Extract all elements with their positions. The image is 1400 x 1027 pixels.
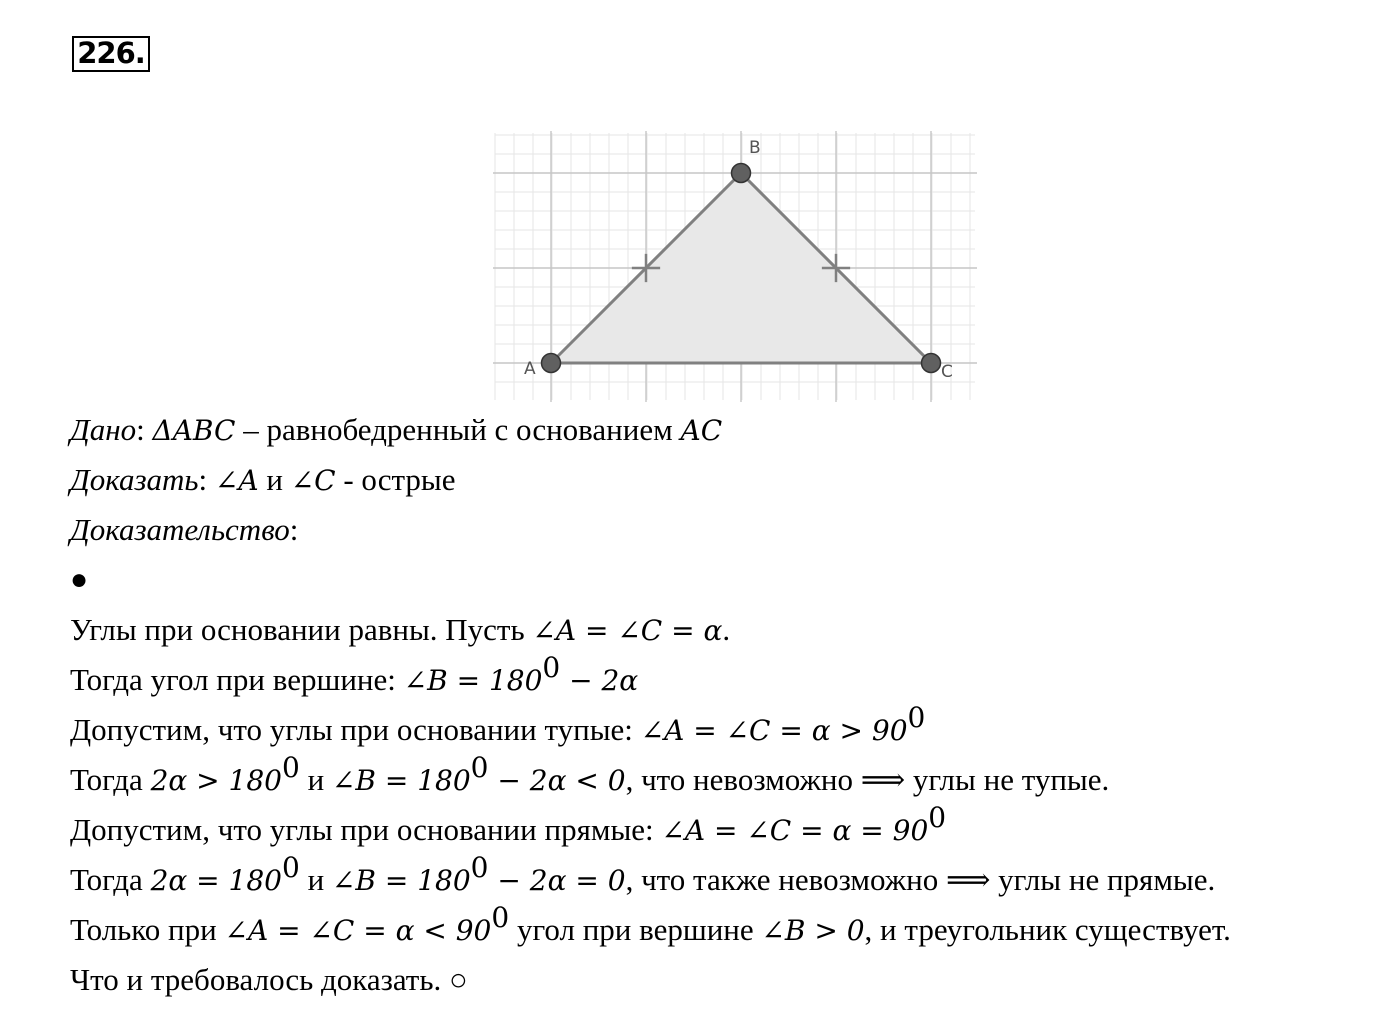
math-expression: ∠A = ∠C = α > 90 [640, 714, 908, 747]
given-colon: : [136, 412, 145, 447]
proof-text: Только при [70, 912, 225, 947]
proof-line [70, 900, 1231, 951]
proof-text: , что также невозможно ⟹ углы не прямые. [625, 862, 1216, 897]
degree-superscript: 0 [282, 750, 300, 784]
proof-line [70, 750, 1110, 801]
given-line [70, 410, 722, 451]
prove-angle-c: ∠C [290, 464, 336, 497]
degree-superscript: 0 [542, 650, 561, 684]
degree-superscript: 0 [907, 700, 926, 734]
prove-angle-a: ∠A [214, 464, 259, 497]
problem-number: 226. [72, 36, 150, 72]
proof-text: и [299, 762, 332, 797]
proof-line [70, 960, 468, 1000]
degree-superscript: 0 [491, 900, 510, 934]
math-expression: ∠B = 180 [331, 764, 471, 797]
point-c [922, 354, 941, 373]
point-b [732, 164, 751, 183]
math-expression: 2α > 180 [150, 764, 282, 797]
given-label: Дано [70, 412, 137, 447]
proof-colon: : [289, 512, 299, 547]
proof-line [70, 850, 1216, 901]
degree-superscript: 0 [928, 800, 947, 834]
point-a [542, 354, 561, 373]
proof-text: . [722, 612, 731, 647]
proof-label: Доказательство [70, 512, 290, 547]
math-expression: − 2α [560, 664, 639, 697]
point-label-a: A [524, 359, 536, 379]
proof-text: , что невозможно ⟹ углы не тупые. [625, 762, 1110, 797]
math-expression: ∠B > 0 [761, 914, 865, 947]
prove-and: и [258, 462, 291, 497]
degree-superscript: 0 [470, 750, 489, 784]
degree-superscript: 0 [470, 850, 489, 884]
proof-text: Углы при основании равны. Пусть [70, 612, 533, 647]
proof-line [70, 800, 947, 851]
math-expression: ∠B = 180 [403, 664, 543, 697]
proof-heading [70, 510, 298, 550]
degree-superscript: 0 [282, 850, 300, 884]
given-triangle: ΔABC [152, 414, 236, 447]
proof-text: Тогда угол при вершине: [70, 662, 404, 697]
end-of-proof-mark: ○ [449, 962, 468, 997]
prove-colon: : [198, 462, 208, 497]
given-base: AC [680, 414, 723, 447]
proof-text: Допустим, что углы при основании тупые: [70, 712, 641, 747]
proof-text: угол при вершине [509, 912, 762, 947]
prove-label: Доказать [70, 462, 199, 497]
proof-text: Допустим, что углы при основании прямые: [70, 812, 662, 847]
prove-line [70, 460, 455, 501]
bullet-marker: ● [70, 563, 89, 596]
given-text: – равнобедренный с основанием [235, 412, 681, 447]
proof-text: Тогда [70, 762, 151, 797]
proof-text: Что и требовалось доказать. [70, 962, 449, 997]
proof-text: и [299, 862, 332, 897]
point-label-b: B [749, 138, 761, 158]
proof-line [70, 700, 926, 751]
math-expression: 2α = 180 [150, 864, 282, 897]
math-expression: − 2α < 0 [488, 764, 626, 797]
proof-line [70, 650, 639, 701]
math-expression: ∠A = ∠C = α [532, 614, 723, 647]
math-expression: ∠A = ∠C = α = 90 [661, 814, 929, 847]
math-expression: ∠B = 180 [331, 864, 471, 897]
proof-text: Тогда [70, 862, 151, 897]
prove-text: - острые [335, 462, 456, 497]
point-label-c: C [941, 362, 953, 382]
proof-text: , и треугольник существует. [864, 912, 1231, 947]
proof-line [70, 610, 730, 651]
triangle-figure [490, 128, 980, 403]
math-expression: − 2α = 0 [488, 864, 626, 897]
math-expression: ∠A = ∠C = α < 90 [224, 914, 492, 947]
